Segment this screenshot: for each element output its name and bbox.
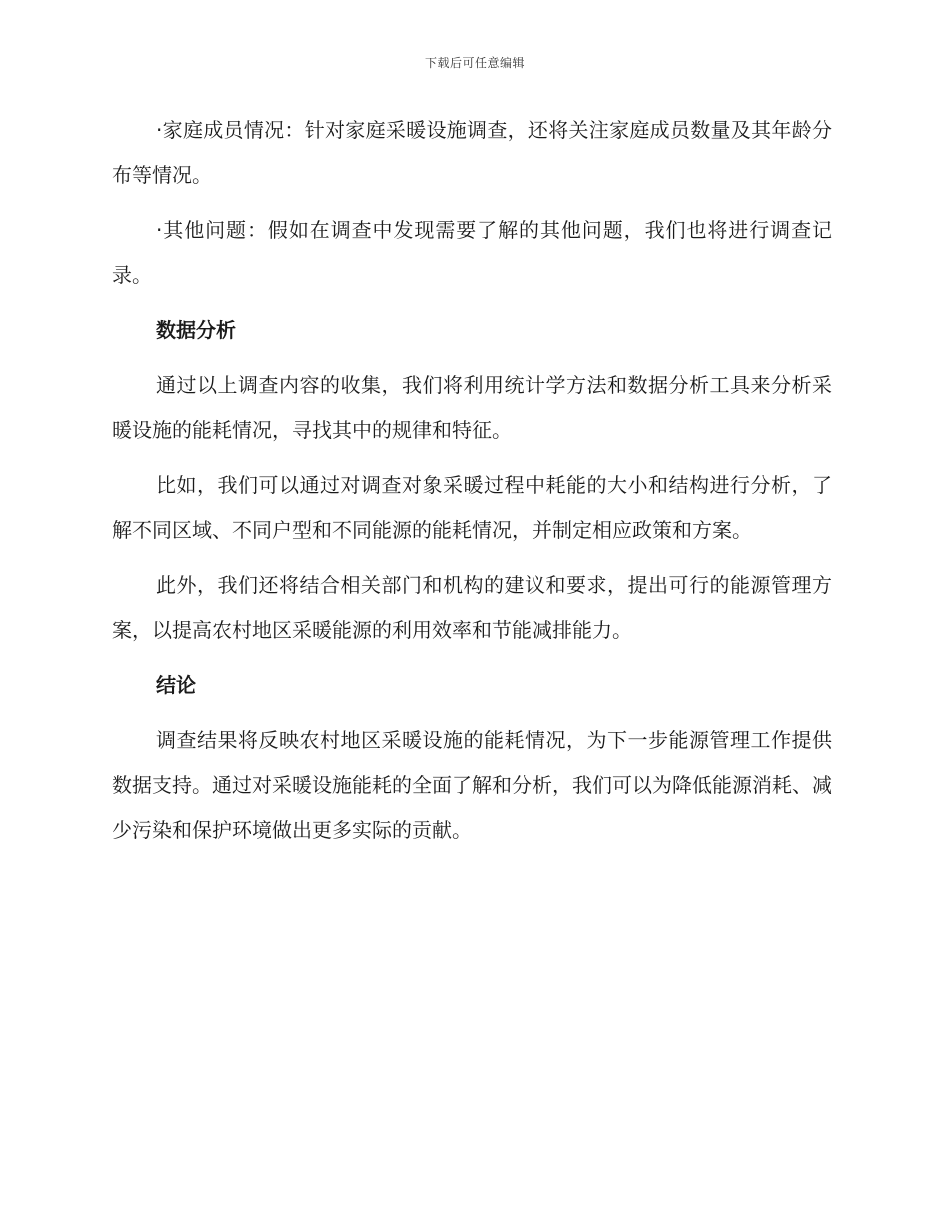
document-body xyxy=(112,108,832,863)
paragraph-conclusion: 调查结果将反映农村地区采暖设施的能耗情况，为下一步能源管理工作提供数据支持。通过对采暖设施能耗的全面了解和分析，我们可以为降低能源消耗、减少污染和保护环境做出更多实际的贡献。 xyxy=(112,728,832,842)
paragraph-analysis-example: 比如，我们可以通过对调查对象采暖过程中耗能的大小和结构进行分析，了解不同区域、不同户型和不同能源的能耗情况，并制定相应政策和方案。 xyxy=(112,473,832,542)
page-header: 下载后可任意编辑 xyxy=(424,56,525,70)
paragraph-analysis-plan: 此外，我们还将结合相关部门和机构的建议和要求，提出可行的能源管理方案，以提高农村地区采暖能源的利用效率和节能减排能力。 xyxy=(112,573,832,642)
paragraph-analysis-method: 通过以上调查内容的收集，我们将利用统计学方法和数据分析工具来分析采暖设施的能耗情况，寻找其中的规律和特征。 xyxy=(112,373,832,442)
section-heading-data-analysis: 数据分析 xyxy=(156,318,236,342)
paragraph-family-members: ·家庭成员情况：针对家庭采暖设施调查，还将关注家庭成员数量及其年龄分布等情况。 xyxy=(112,118,832,187)
paragraph-other-issues: ·其他问题：假如在调查中发现需要了解的其他问题，我们也将进行调查记录。 xyxy=(112,218,832,287)
section-heading-conclusion: 结论 xyxy=(156,673,196,697)
